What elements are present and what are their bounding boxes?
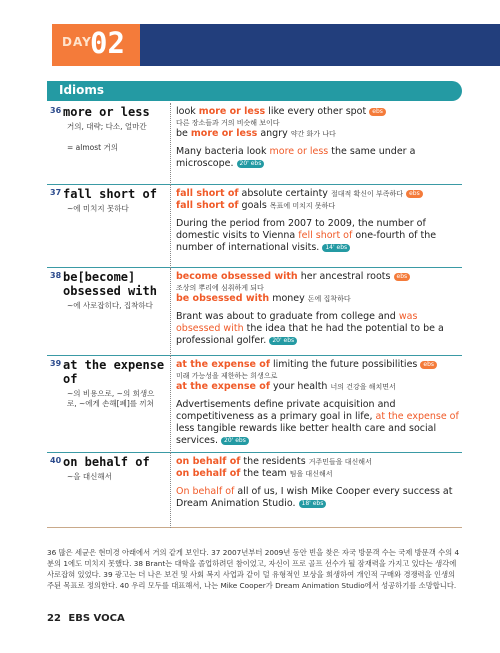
idiom-meaning: ~에 미치지 못하다: [67, 204, 129, 213]
section-title: Idioms: [59, 83, 105, 97]
idiom-word: more or less: [63, 105, 150, 119]
example-phrase: be obsessed with money 돈에 집착하다: [176, 293, 351, 304]
example-phrase: become obsessed with her ancestral roots ebs: [176, 271, 462, 283]
entry-number: 36: [50, 106, 62, 115]
example-sentence: Many bacteria look more or less the same under a microscope. 20' ebs: [176, 146, 416, 169]
book-title: EBS VOCA: [68, 613, 125, 624]
section-title-bar: [47, 81, 462, 101]
idiom-synonym: = almost 거의: [67, 143, 118, 152]
example-translation: 미래 가능성을 제한하는 희생으로: [176, 372, 278, 380]
example-phrase: on behalf of the residents 거주민들을 대신해서: [176, 456, 372, 467]
example-phrase: be more or less angry 약간 화가 나다: [176, 128, 336, 139]
idiom-entry: [47, 185, 462, 268]
ebs-badge: ebs: [369, 108, 386, 116]
example-phrase: at the expense of limiting the future possibilities ebs: [176, 359, 462, 371]
idiom-word: fall short of: [63, 187, 157, 201]
idiom-meaning: ~에 사로잡히다, 집착하다: [67, 301, 153, 310]
entry-number: 38: [50, 271, 62, 280]
example-sentence: On behalf of all of us, I wish Mike Cooper every success at Dream Animation Studio. 18' ebs: [176, 486, 453, 509]
example-phrase: fall short of absolute certainty 절대적 확신이 부족하다 ebs: [176, 188, 462, 200]
example-sentence: Advertisements define private acquisition and competitiveness as a primary goal in life, at the expense of less tangible rewards like better health care and social services. 20' ebs: [176, 399, 459, 446]
idiom-meaning: 거의, 대략; 다소, 얼마간: [67, 122, 147, 131]
example-sentence: During the period from 2007 to 2009, the number of domestic visits to Vienna fell short of one-fourth of the number of international visits. 14' ebs: [176, 218, 437, 253]
page-header: [0, 24, 500, 66]
ebs-badge: ebs: [394, 273, 411, 281]
page-footer: [47, 613, 125, 624]
idiom-meaning: ~의 비용으로, ~의 희생으로, ~에게 손해[폐]를 끼쳐: [67, 389, 155, 408]
idiom-entry: [47, 268, 462, 356]
idiom-meaning: ~을 대신해서: [67, 472, 112, 481]
example-translation: 조상의 뿌리에 심취하게 되다: [176, 284, 264, 292]
idiom-word: at the expense of: [63, 358, 165, 386]
idiom-entry: [47, 103, 462, 185]
example-phrase: fall short of goals 목표에 미치지 못하다: [176, 200, 336, 211]
idiom-word: on behalf of: [63, 455, 150, 469]
ebs-badge: 20' ebs: [269, 337, 297, 345]
entry-number: 39: [50, 359, 62, 368]
header-bar: [140, 24, 500, 66]
idiom-entry: [47, 453, 462, 528]
entry-number: 37: [50, 188, 62, 197]
translation-block: 36 많은 세균은 현미경 아래에서 거의 같게 보인다. 37 2007년부터 2009년 동안 빈을 찾은 자국 방문객 수는 국제 방문객 수의 4분의 1에도 미치지 못했다. 38 Brant는 대학을 졸업하려던 참이었고, 자신이 프로 골프 선수가 될 잠재력을 가지고 있다는 생각에 사로잡혀 있었다. 39 광고는 더 나은 보건 및 사회 복지 사업과 같이 덜 유형적인 보상을 희생하여 개인적 구매와 경쟁력을 인생의 주된 목표로 정의한다. 40 우리 모두를 대표해서, 나는 Mike Cooper가 Dream Animation Studio에서 성공하기를 소망합니다.: [47, 548, 460, 590]
ebs-badge: ebs: [420, 361, 437, 369]
day-number: 02: [90, 26, 125, 60]
day-label: DAY: [62, 35, 92, 49]
entry-number: 40: [50, 456, 62, 465]
idiom-entry: [47, 356, 462, 453]
example-phrase: on behalf of the team 팀을 대신해서: [176, 468, 333, 479]
idiom-word: be[become] obsessed with: [63, 270, 157, 298]
ebs-badge: 18' ebs: [299, 500, 327, 508]
ebs-badge: 14' ebs: [322, 244, 350, 252]
example-phrase: look more or less like every other spot ebs: [176, 106, 462, 118]
example-sentence: Brant was about to graduate from college and was obsessed with the idea that he had the potential to be a professional golfer. 20' ebs: [176, 311, 444, 346]
ebs-badge: 20' ebs: [221, 437, 249, 445]
ebs-badge: ebs: [406, 190, 423, 198]
day-badge: [52, 24, 140, 66]
example-phrase: at the expense of your health 너의 건강을 해치면서: [176, 381, 396, 392]
page-number: 22: [47, 613, 61, 624]
ebs-badge: 20' ebs: [237, 160, 265, 168]
example-translation: 다른 장소들과 거의 비슷해 보이다: [176, 119, 280, 127]
idiom-list: [47, 103, 462, 528]
